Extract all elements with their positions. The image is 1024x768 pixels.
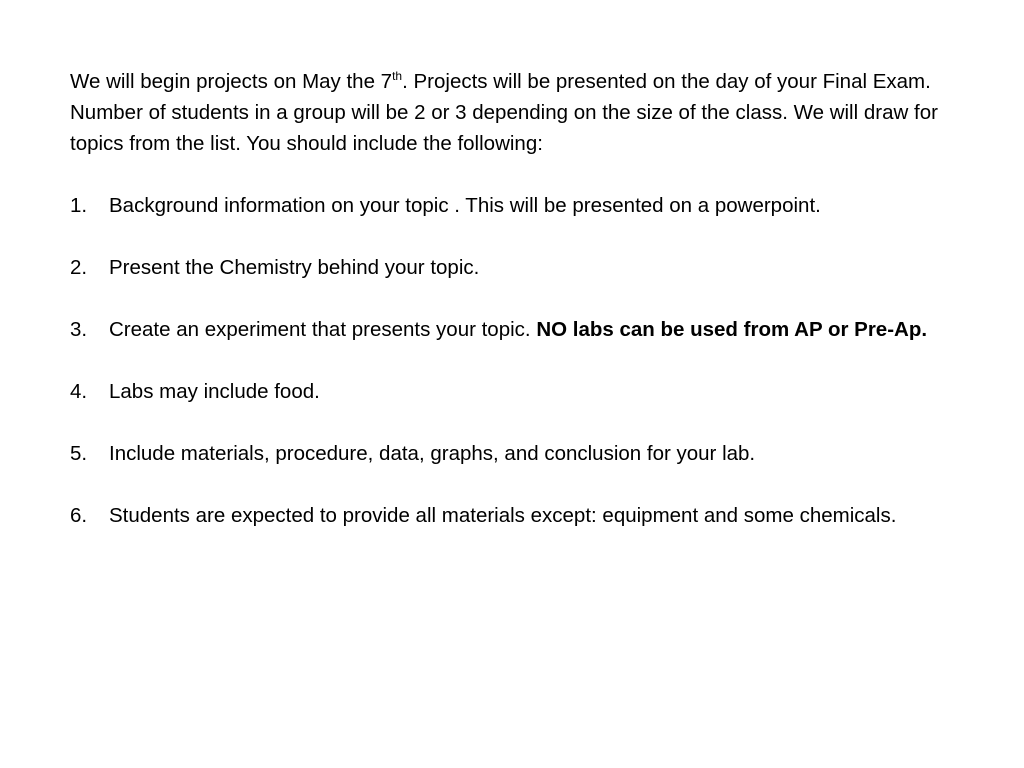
- item-text: [109, 500, 950, 531]
- item-text-regular: Students are expected to provide all materials except: equipment and some chemicals.: [109, 504, 897, 527]
- ordinal-suffix: th: [392, 69, 403, 83]
- item-text: [109, 252, 950, 283]
- list-item: [70, 376, 950, 407]
- item-text-emphasis: NO labs can be used from AP or Pre-Ap.: [536, 318, 928, 341]
- item-number: 2.: [70, 256, 88, 279]
- item-text-regular: Background information on your topic . This will be presented on a powerpoint.: [109, 194, 821, 217]
- item-number: 1.: [70, 194, 88, 217]
- intro-paragraph: [70, 66, 950, 159]
- list-item: [70, 500, 950, 531]
- slide-content: [70, 66, 950, 562]
- list-item: [70, 314, 950, 345]
- item-text: [109, 314, 950, 345]
- item-text-regular: Present the Chemistry behind your topic.: [109, 256, 480, 279]
- item-text: [109, 438, 950, 469]
- list-item: [70, 252, 950, 283]
- item-number: 4.: [70, 380, 88, 403]
- item-text-regular: Create an experiment that presents your topic.: [109, 318, 537, 341]
- item-number: 3.: [70, 318, 88, 341]
- item-number: 5.: [70, 442, 88, 465]
- intro-text-start: We will begin projects on May the 7: [70, 70, 393, 93]
- intro-text-rest: . Projects will be presented on the day of your Final Exam. Number of students in a group will be 2 or 3 depending on the size of the class. We will draw for topics from the list. You should include the following:: [70, 70, 938, 155]
- item-text: [109, 190, 950, 221]
- item-number: 6.: [70, 504, 88, 527]
- item-text-regular: Labs may include food.: [109, 380, 320, 403]
- item-text-regular: Include materials, procedure, data, graphs, and conclusion for your lab.: [109, 442, 756, 465]
- list-item: [70, 190, 950, 221]
- requirements-list: [70, 190, 950, 531]
- item-text: [109, 376, 950, 407]
- list-item: [70, 438, 950, 469]
